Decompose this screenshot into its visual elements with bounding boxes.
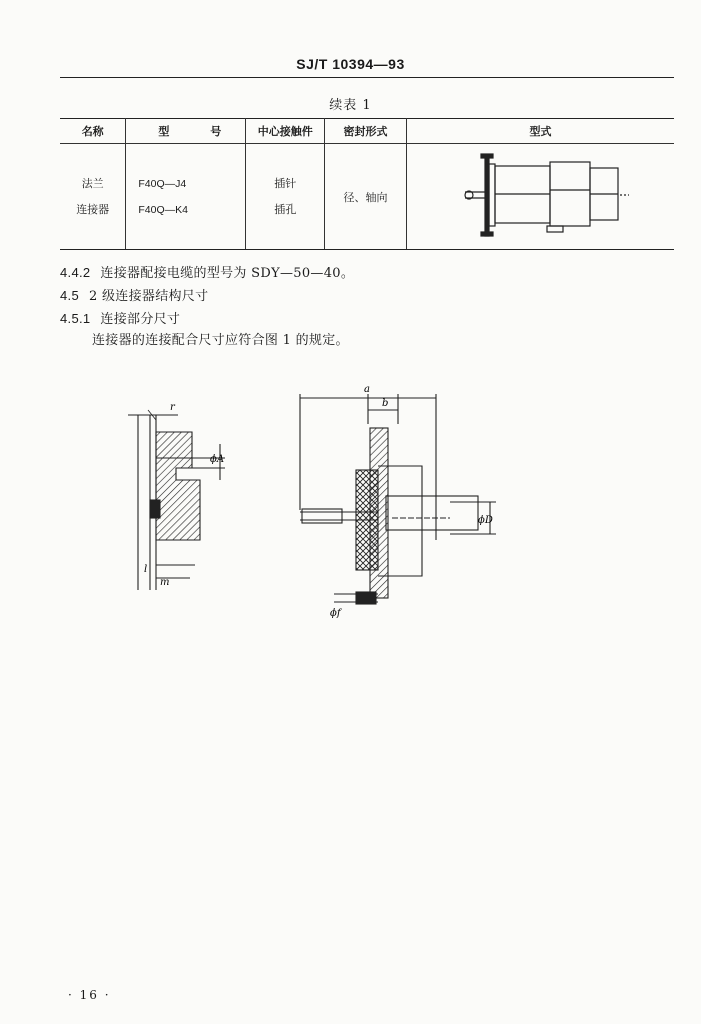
label-phi-d: ϕD bbox=[478, 515, 493, 526]
label-l: l bbox=[144, 564, 148, 575]
body-paragraph: 连接器的连接配合尺寸应符合图 1 的规定。 bbox=[92, 333, 349, 348]
label-b: b bbox=[382, 398, 389, 409]
main-section-view bbox=[300, 394, 496, 604]
cell-model bbox=[126, 144, 246, 250]
section-number: 4.4.2 bbox=[60, 265, 91, 280]
section-number: 4.5 bbox=[60, 288, 79, 303]
header-center-contact: 中心接触件 bbox=[246, 119, 325, 144]
model-2: F40Q—K4 bbox=[138, 203, 188, 216]
header-rule bbox=[60, 77, 674, 78]
label-phi-a: ϕA bbox=[210, 454, 225, 465]
section-text: 连接部分尺寸 bbox=[100, 312, 181, 327]
paragraph-4-4-2 bbox=[60, 262, 354, 281]
contact-2: 插孔 bbox=[274, 202, 297, 216]
contact-1: 插针 bbox=[274, 176, 297, 190]
name-line2: 连接器 bbox=[76, 202, 110, 216]
header-model-right: 号 bbox=[210, 125, 222, 138]
left-detail-view bbox=[128, 410, 225, 590]
section-text: 2 级连接器结构尺寸 bbox=[88, 289, 209, 304]
label-phi-f: ϕf bbox=[330, 608, 341, 619]
table-caption: 续表 1 bbox=[329, 98, 372, 113]
page-number: · 16 · bbox=[68, 988, 111, 1002]
header-model bbox=[126, 119, 246, 144]
section-number: 4.5.1 bbox=[60, 311, 91, 326]
name-line1: 法兰 bbox=[81, 176, 104, 190]
flange-connector-drawing bbox=[407, 144, 674, 246]
header-name: 名称 bbox=[60, 119, 126, 144]
spec-table bbox=[60, 118, 674, 250]
label-r: r bbox=[170, 402, 175, 413]
cell-seal: 径、轴向 bbox=[325, 144, 407, 250]
cell-contact bbox=[246, 144, 325, 250]
header-model-left: 型 bbox=[158, 125, 170, 138]
model-1: F40Q—J4 bbox=[138, 177, 187, 190]
cell-style-drawing bbox=[406, 144, 674, 250]
paragraph-4-5 bbox=[60, 285, 208, 304]
label-m: m bbox=[160, 577, 170, 588]
label-a: a bbox=[364, 384, 370, 395]
cell-name bbox=[60, 144, 126, 250]
section-text: 连接器配接电缆的型号为 SDY—50—40。 bbox=[100, 266, 355, 281]
document-code: SJ/T 10394—93 bbox=[296, 56, 405, 72]
figure-1-dimension-drawing bbox=[120, 380, 540, 630]
header-style: 型式 bbox=[406, 119, 674, 144]
header-seal: 密封形式 bbox=[325, 119, 407, 144]
table-header-row bbox=[60, 119, 674, 144]
paragraph-4-5-1 bbox=[60, 308, 180, 327]
table-row bbox=[60, 144, 674, 250]
